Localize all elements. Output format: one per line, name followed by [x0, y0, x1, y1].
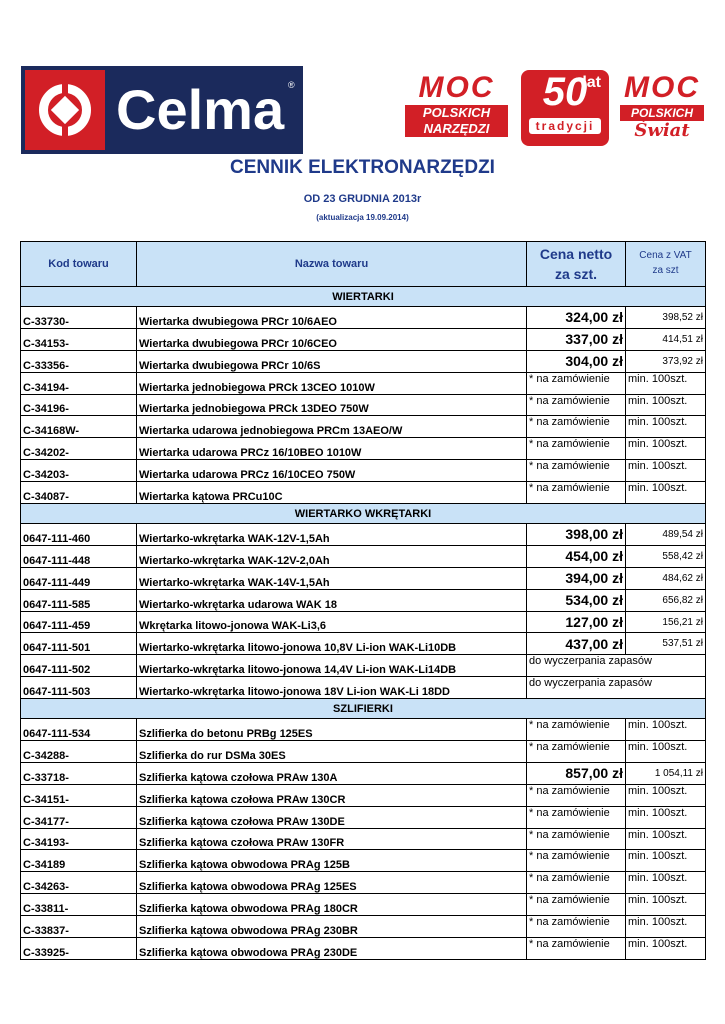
product-code: C-33730-: [21, 307, 137, 329]
product-name: Wiertarka dwubiegowa PRCr 10/6S: [137, 350, 527, 372]
table-row: [21, 460, 706, 482]
header-net-price: Cena netto za szt.: [527, 242, 626, 287]
product-name: Wiertarko-wkrętarka WAK-12V-1,5Ah: [137, 524, 527, 546]
product-code: C-34193-: [21, 828, 137, 850]
table-row: [21, 784, 706, 806]
product-name: Wiertarka jednobiegowa PRCk 13DEO 750W: [137, 394, 527, 416]
product-code: C-34288-: [21, 741, 137, 763]
minimum-order-note: min. 100szt.: [626, 806, 706, 828]
net-price: 394,00 zł: [527, 567, 626, 589]
product-code: 0647-111-501: [21, 633, 137, 655]
table-header-row: [21, 242, 706, 287]
product-code: C-34153-: [21, 328, 137, 350]
product-code: C-34263-: [21, 872, 137, 894]
product-code: C-34202-: [21, 438, 137, 460]
product-name: Wiertarka udarowa jednobiegowa PRCm 13AEO/W: [137, 416, 527, 438]
section-title: SZLIFIERKI: [21, 699, 706, 719]
table-row: [21, 438, 706, 460]
product-code: 0647-111-460: [21, 524, 137, 546]
table-row: [21, 850, 706, 872]
product-name: Szlifierka kątowa czołowa PRAw 130A: [137, 762, 527, 784]
table-row: [21, 828, 706, 850]
net-price: 437,00 zł: [527, 633, 626, 655]
minimum-order-note: min. 100szt.: [626, 784, 706, 806]
product-name: Wiertarka kątowa PRCu10C: [137, 482, 527, 504]
product-name: Wiertarka dwubiegowa PRCr 10/6AEO: [137, 307, 527, 329]
order-note: * na zamówienie: [527, 482, 626, 504]
product-code: C-34196-: [21, 394, 137, 416]
order-note: * na zamówienie: [527, 741, 626, 763]
gross-price: 414,51 zł: [626, 328, 706, 350]
product-code: 0647-111-448: [21, 545, 137, 567]
registered-mark: ®: [288, 80, 295, 90]
50-lat-tradycji-logo: lat 50 tradycji: [521, 70, 609, 146]
table-row: [21, 894, 706, 916]
header-name: Nazwa towaru: [137, 242, 527, 287]
header-gross-price: Cena z VAT za szt: [626, 242, 706, 287]
product-code: C-33837-: [21, 916, 137, 938]
product-code: 0647-111-449: [21, 567, 137, 589]
order-note: * na zamówienie: [527, 872, 626, 894]
order-note: * na zamówienie: [527, 460, 626, 482]
product-name: Wiertarko-wkrętarka litowo-jonowa 18V Li-ion WAK-Li 18DD: [137, 677, 527, 699]
product-name: Wiertarko-wkrętarka WAK-12V-2,0Ah: [137, 545, 527, 567]
product-code: 0647-111-585: [21, 589, 137, 611]
product-name: Szlifierka kątowa obwodowa PRAg 230BR: [137, 916, 527, 938]
product-name: Wkrętarka litowo-jonowa WAK-Li3,6: [137, 611, 527, 633]
order-note: * na zamówienie: [527, 938, 626, 960]
net-price: 398,00 zł: [527, 524, 626, 546]
order-note: * na zamówienie: [527, 850, 626, 872]
product-code: C-33925-: [21, 938, 137, 960]
order-note: * na zamówienie: [527, 438, 626, 460]
minimum-order-note: min. 100szt.: [626, 741, 706, 763]
minimum-order-note: min. 100szt.: [626, 872, 706, 894]
gross-price: 156,21 zł: [626, 611, 706, 633]
order-note: * na zamówienie: [527, 828, 626, 850]
order-note: * na zamówienie: [527, 806, 626, 828]
minimum-order-note: min. 100szt.: [626, 938, 706, 960]
celma-logo: [21, 66, 303, 154]
minimum-order-note: min. 100szt.: [626, 850, 706, 872]
section-title: WIERTARKO WKRĘTARKI: [21, 504, 706, 524]
product-name: Szlifierka kątowa obwodowa PRAg 125B: [137, 850, 527, 872]
section-header-row: [21, 287, 706, 307]
product-code: C-33356-: [21, 350, 137, 372]
table-row: [21, 655, 706, 677]
product-name: Szlifierka kątowa czołowa PRAw 130CR: [137, 784, 527, 806]
minimum-order-note: min. 100szt.: [626, 372, 706, 394]
table-row: [21, 524, 706, 546]
table-row: [21, 394, 706, 416]
gross-price: 537,51 zł: [626, 633, 706, 655]
table-row: [21, 916, 706, 938]
table-row: [21, 806, 706, 828]
product-name: Wiertarka jednobiegowa PRCk 13CEO 1010W: [137, 372, 527, 394]
table-row: [21, 872, 706, 894]
table-row: [21, 719, 706, 741]
minimum-order-note: min. 100szt.: [626, 828, 706, 850]
product-name: Szlifierka kątowa obwodowa PRAg 180CR: [137, 894, 527, 916]
product-name: Szlifierka do rur DSMa 30ES: [137, 741, 527, 763]
product-name: Szlifierka kątowa obwodowa PRAg 125ES: [137, 872, 527, 894]
product-name: Wiertarka dwubiegowa PRCr 10/6CEO: [137, 328, 527, 350]
product-name: Wiertarko-wkrętarka udarowa WAK 18: [137, 589, 527, 611]
product-name: Wiertarko-wkrętarka litowo-jonowa 10,8V Li-ion WAK-Li10DB: [137, 633, 527, 655]
product-name: Wiertarko-wkrętarka WAK-14V-1,5Ah: [137, 567, 527, 589]
gross-price: 373,92 zł: [626, 350, 706, 372]
product-code: C-34203-: [21, 460, 137, 482]
product-code: C-34151-: [21, 784, 137, 806]
order-note: * na zamówienie: [527, 416, 626, 438]
gross-price: 1 054,11 zł: [626, 762, 706, 784]
product-code: 0647-111-503: [21, 677, 137, 699]
product-code: C-34087-: [21, 482, 137, 504]
product-name: Szlifierka kątowa obwodowa PRAg 230DE: [137, 938, 527, 960]
net-price: 127,00 zł: [527, 611, 626, 633]
order-note: * na zamówienie: [527, 916, 626, 938]
product-code: C-34177-: [21, 806, 137, 828]
table-row: [21, 482, 706, 504]
celma-emblem-icon: [25, 70, 105, 150]
product-code: C-33811-: [21, 894, 137, 916]
gross-price: 398,52 zł: [626, 307, 706, 329]
product-code: C-33718-: [21, 762, 137, 784]
table-row: [21, 938, 706, 960]
product-name: Wiertarko-wkrętarka litowo-jonowa 14,4V Li-ion WAK-Li14DB: [137, 655, 527, 677]
order-note: * na zamówienie: [527, 784, 626, 806]
product-name: Szlifierka do betonu PRBg 125ES: [137, 719, 527, 741]
minimum-order-note: min. 100szt.: [626, 482, 706, 504]
product-name: Szlifierka kątowa czołowa PRAw 130DE: [137, 806, 527, 828]
product-code: 0647-111-534: [21, 719, 137, 741]
section-header-row: [21, 699, 706, 719]
order-note: * na zamówienie: [527, 894, 626, 916]
celma-logo-text: Celma: [116, 78, 285, 141]
price-list-date: OD 23 GRUDNIA 2013r: [303, 193, 422, 205]
product-code: 0647-111-459: [21, 611, 137, 633]
header-code: Kod towaru: [21, 242, 137, 287]
minimum-order-note: min. 100szt.: [626, 460, 706, 482]
section-title: WIERTARKI: [21, 287, 706, 307]
net-price: 454,00 zł: [527, 545, 626, 567]
gross-price: 484,62 zł: [626, 567, 706, 589]
product-code: C-34189: [21, 850, 137, 872]
minimum-order-note: min. 100szt.: [626, 894, 706, 916]
net-price: 304,00 zł: [527, 350, 626, 372]
order-note: * na zamówienie: [527, 394, 626, 416]
gross-price: 558,42 zł: [626, 545, 706, 567]
table-row: [21, 633, 706, 655]
minimum-order-note: min. 100szt.: [626, 719, 706, 741]
table-row: [21, 416, 706, 438]
availability-note: do wyczerpania zapasów: [527, 677, 706, 699]
table-row: [21, 328, 706, 350]
minimum-order-note: min. 100szt.: [626, 438, 706, 460]
table-row: [21, 350, 706, 372]
availability-note: do wyczerpania zapasów: [527, 655, 706, 677]
update-date: (aktualizacja 19.09.2014): [316, 213, 409, 222]
product-name: Wiertarka udarowa PRCz 16/10CEO 750W: [137, 460, 527, 482]
product-code: C-34194-: [21, 372, 137, 394]
minimum-order-note: min. 100szt.: [626, 916, 706, 938]
table-row: [21, 545, 706, 567]
order-note: * na zamówienie: [527, 719, 626, 741]
moc-polskich-narzedzi-logo: MOC POLSKICH NARZĘDZI: [405, 73, 508, 145]
gross-price: 656,82 zł: [626, 589, 706, 611]
table-row: [21, 762, 706, 784]
net-price: 337,00 zł: [527, 328, 626, 350]
table-row: [21, 589, 706, 611]
product-name: Szlifierka kątowa czołowa PRAw 130FR: [137, 828, 527, 850]
page-title: CENNIK ELEKTRONARZĘDZI: [230, 157, 495, 178]
product-code: 0647-111-502: [21, 655, 137, 677]
section-header-row: [21, 504, 706, 524]
net-price: 857,00 zł: [527, 762, 626, 784]
order-note: * na zamówienie: [527, 372, 626, 394]
moc-polskich-swiat-logo: MOC POLSKICH Świat: [620, 73, 704, 145]
table-row: [21, 677, 706, 699]
net-price: 324,00 zł: [527, 307, 626, 329]
price-table: [20, 241, 706, 960]
table-row: [21, 741, 706, 763]
table-row: [21, 611, 706, 633]
table-row: [21, 567, 706, 589]
product-code: C-34168W-: [21, 416, 137, 438]
minimum-order-note: min. 100szt.: [626, 416, 706, 438]
table-row: [21, 307, 706, 329]
net-price: 534,00 zł: [527, 589, 626, 611]
product-name: Wiertarka udarowa PRCz 16/10BEO 1010W: [137, 438, 527, 460]
minimum-order-note: min. 100szt.: [626, 394, 706, 416]
gross-price: 489,54 zł: [626, 524, 706, 546]
table-row: [21, 372, 706, 394]
